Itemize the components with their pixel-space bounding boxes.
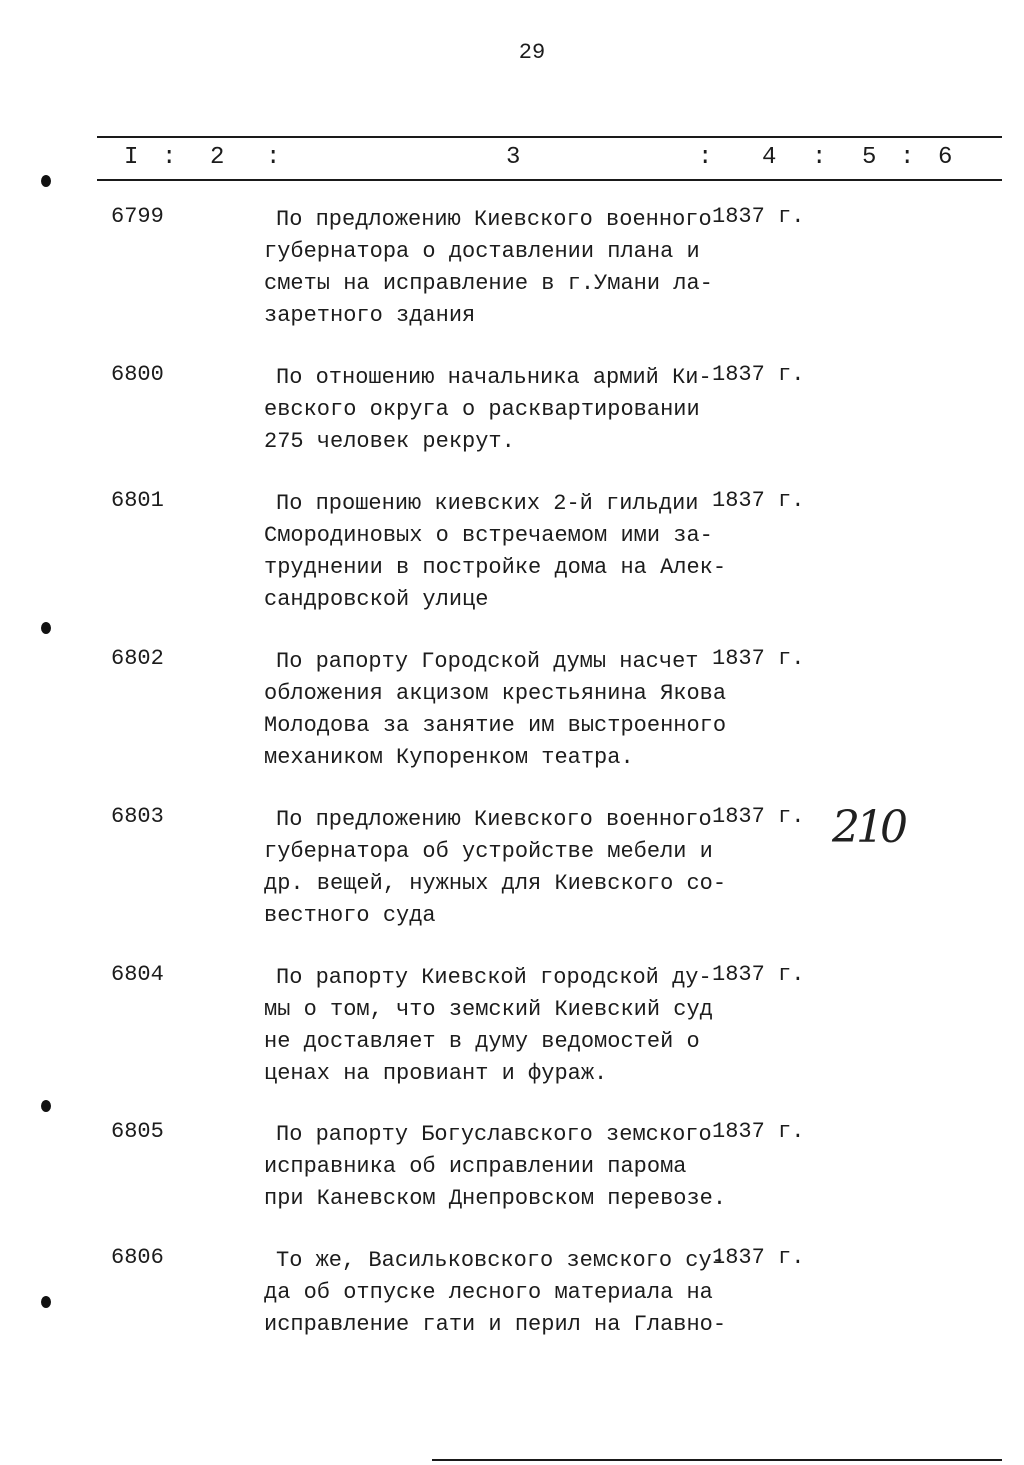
description-line: По предложению Киевского военного xyxy=(276,807,712,832)
entry-number: 6805 xyxy=(111,1119,164,1144)
column-header-3: 3 xyxy=(506,144,521,171)
entry-number: 6806 xyxy=(111,1245,164,1270)
entry-description xyxy=(264,1119,727,1215)
description-line: ценах на провиант и фураж. xyxy=(264,1061,608,1086)
entry-number: 6800 xyxy=(111,362,164,387)
description-line: Смородиновых о встречаемом ими за- xyxy=(264,523,713,548)
description-line: По рапорту Киевской городской ду- xyxy=(276,965,712,990)
entry-year: 1837 г. xyxy=(712,962,805,987)
description-line: не доставляет в думу ведомостей о xyxy=(264,1029,700,1054)
entry-year: 1837 г. xyxy=(712,646,805,671)
binding-hole-mark xyxy=(41,175,51,187)
description-line: евского округа о расквартировании xyxy=(264,397,700,422)
binding-hole-mark xyxy=(41,1100,51,1112)
binding-hole-mark xyxy=(41,622,51,634)
column-separator: : xyxy=(812,144,827,171)
description-line: заретного здания xyxy=(264,303,476,328)
description-line: мы о том, что земский Киевский суд xyxy=(264,997,713,1022)
description-line: По рапорту Богуславского земского xyxy=(276,1122,712,1147)
description-line: 275 человек рекрут. xyxy=(264,429,515,454)
column-header-5: 5 xyxy=(862,144,877,171)
description-line: да об отпуске лесного материала на xyxy=(264,1280,713,1305)
description-line: По предложению Киевского военного xyxy=(276,207,712,232)
description-line: исправника об исправлении парома xyxy=(264,1154,687,1179)
entry-year: 1837 г. xyxy=(712,204,805,229)
column-header-2: 2 xyxy=(210,144,225,171)
description-line: механиком Купоренком театра. xyxy=(264,745,634,770)
entry-year: 1837 г. xyxy=(712,1245,805,1270)
entry-number: 6802 xyxy=(111,646,164,671)
entry-description xyxy=(264,362,724,458)
page-number: 29 xyxy=(518,40,546,65)
entry-year: 1837 г. xyxy=(712,362,805,387)
table-top-rule xyxy=(97,136,1002,138)
description-line: То же, Васильковского земского су- xyxy=(276,1248,725,1273)
description-line: губернатора о доставлении плана и xyxy=(264,239,700,264)
description-line: вестного суда xyxy=(264,903,436,928)
entry-description xyxy=(264,962,724,1090)
column-separator: : xyxy=(698,144,713,171)
description-line: По прошению киевских 2-й гильдии xyxy=(276,491,699,516)
entry-number: 6801 xyxy=(111,488,164,513)
entry-year: 1837 г. xyxy=(712,1119,805,1144)
description-line: при Каневском Днепровском перевозе. xyxy=(264,1186,727,1211)
description-line: По отношению начальника армий Ки- xyxy=(276,365,712,390)
entry-description xyxy=(264,488,727,616)
description-line: сандровской улице xyxy=(264,587,489,612)
table-header-rule xyxy=(97,179,1002,181)
binding-hole-mark xyxy=(41,1296,51,1308)
column-separator: : xyxy=(900,144,915,171)
column-separator: : xyxy=(266,144,281,171)
entry-number: 6804 xyxy=(111,962,164,987)
entry-description xyxy=(264,1245,727,1341)
description-line: Молодова за занятие им выстроенного xyxy=(264,713,727,738)
description-line: обложения акцизом крестьянина Якова xyxy=(264,681,727,706)
column-header-4: 4 xyxy=(762,144,777,171)
entry-number: 6803 xyxy=(111,804,164,829)
page-bottom-rule xyxy=(432,1459,1002,1461)
column-separator: : xyxy=(162,144,177,171)
entry-number: 6799 xyxy=(111,204,164,229)
description-line: др. вещей, нужных для Киевского со- xyxy=(264,871,727,896)
description-line: По рапорту Городской думы насчет xyxy=(276,649,699,674)
description-line: сметы на исправление в г.Умани ла- xyxy=(264,271,713,296)
description-line: труднении в постройке дома на Алек- xyxy=(264,555,727,580)
description-line: исправление гати и перил на Главно- xyxy=(264,1312,727,1337)
entry-description xyxy=(264,204,724,332)
description-line: губернатора об устройстве мебели и xyxy=(264,839,713,864)
handwritten-annotation: 210 xyxy=(832,802,904,853)
entry-year: 1837 г. xyxy=(712,804,805,829)
column-header-6: 6 xyxy=(938,144,953,171)
entry-description xyxy=(264,646,727,774)
column-header-1: I xyxy=(124,144,139,171)
entry-year: 1837 г. xyxy=(712,488,805,513)
entry-description xyxy=(264,804,727,932)
